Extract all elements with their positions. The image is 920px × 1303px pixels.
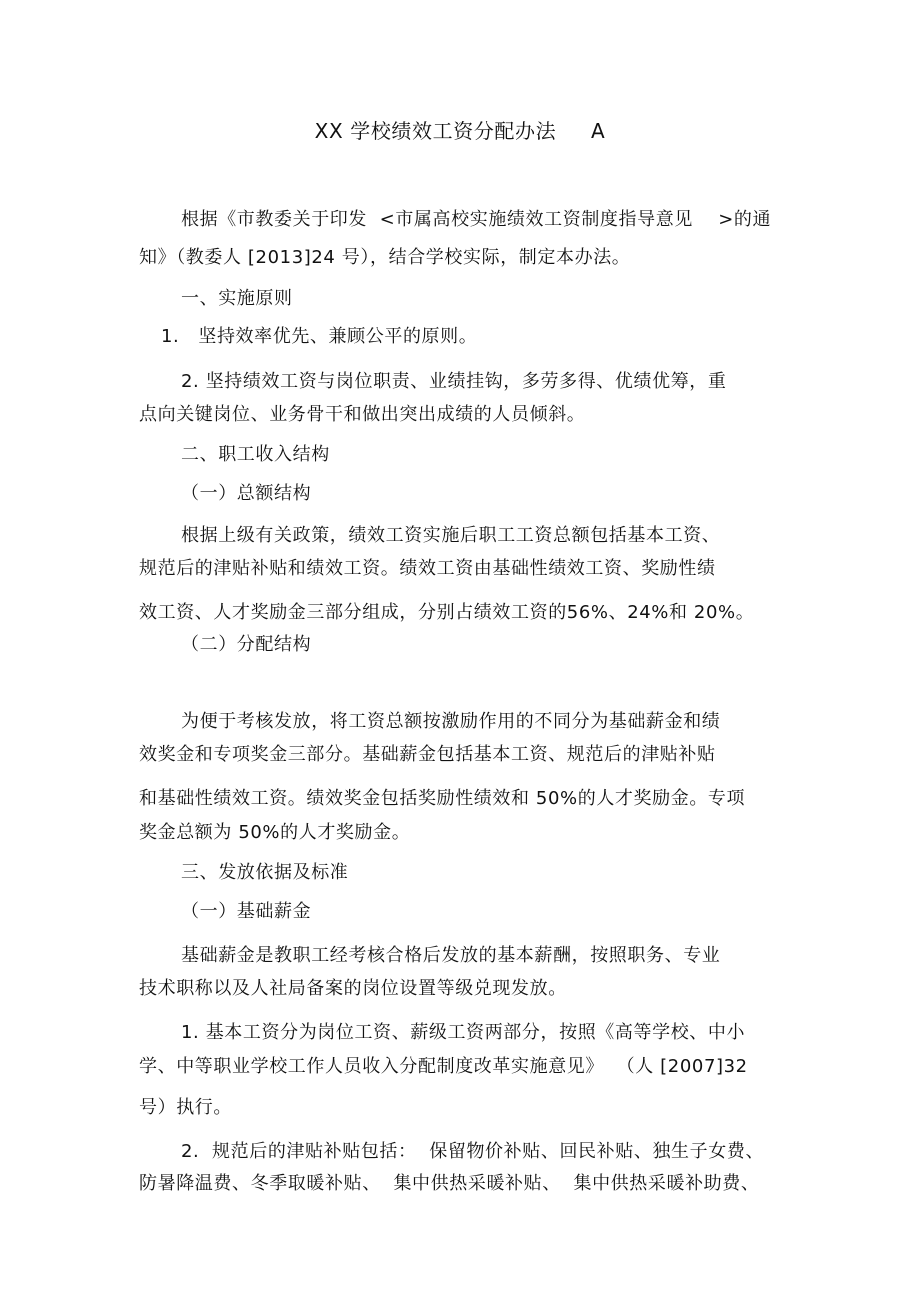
paragraph-line: 为便于考核发放，将工资总额按激励作用的不同分为基础薪金和绩 [181,711,721,732]
paragraph-line: 根据《市教委关于印发 <市属高校实施绩效工资制度指导意见 >的通 [181,209,772,230]
subsection-heading: （一）总额结构 [181,483,312,504]
list-item: 2. 规范后的津贴补贴包括： 保留物价补贴、回民补贴、独生子女费、 [181,1141,765,1162]
paragraph-line: 规范后的津贴补贴和绩效工资。绩效工资由基础性绩效工资、奖励性绩 [139,558,716,579]
paragraph-line: 防暑降温费、冬季取暖补贴、 集中供热采暖补贴、 集中供热采暖补助费、 [139,1173,760,1194]
list-item: 1. 坚持效率优先、兼顾公平的原则。 [161,326,478,347]
paragraph-line: 和基础性绩效工资。绩效奖金包括奖励性绩效和 50%的人才奖励金。专项 [139,788,746,809]
paragraph-line: 基础薪金是教职工经考核合格后发放的基本薪酬，按照职务、专业 [181,945,721,966]
section-heading: 一、实施原则 [181,288,293,309]
document-title: XX 学校绩效工资分配办法 A [314,119,606,143]
section-heading: 三、发放依据及标准 [181,862,349,883]
paragraph-line: 知》（教委人 [2013]24 号），结合学校实际，制定本办法。 [139,247,631,268]
paragraph-line: 学、中等职业学校工作人员收入分配制度改革实施意见》 （人 [2007]32 [139,1056,748,1077]
paragraph-line: 号）执行。 [139,1097,232,1118]
paragraph-line: 根据上级有关政策，绩效工资实施后职工工资总额包括基本工资、 [181,525,721,546]
list-item: 2. 坚持绩效工资与岗位职责、业绩挂钩，多劳多得、优绩优筹，重 [181,371,727,392]
paragraph-line: 奖金总额为 50%的人才奖励金。 [139,822,411,843]
section-heading: 二、职工收入结构 [181,444,330,465]
paragraph-line: 效奖金和专项奖金三部分。基础薪金包括基本工资、规范后的津贴补贴 [139,744,716,765]
paragraph-line: 点向关键岗位、业务骨干和做出突出成绩的人员倾斜。 [139,404,586,425]
paragraph-line: 技术职称以及人社局备案的岗位设置等级兑现发放。 [139,978,567,999]
paragraph-line: 效工资、人才奖励金三部分组成，分别占绩效工资的56%、24%和 20%。 [139,602,755,623]
subsection-heading: （二）分配结构 [181,634,312,655]
list-item: 1. 基本工资分为岗位工资、薪级工资两部分，按照《高等学校、中小 [181,1022,746,1043]
subsection-heading: （一）基础薪金 [181,901,312,922]
